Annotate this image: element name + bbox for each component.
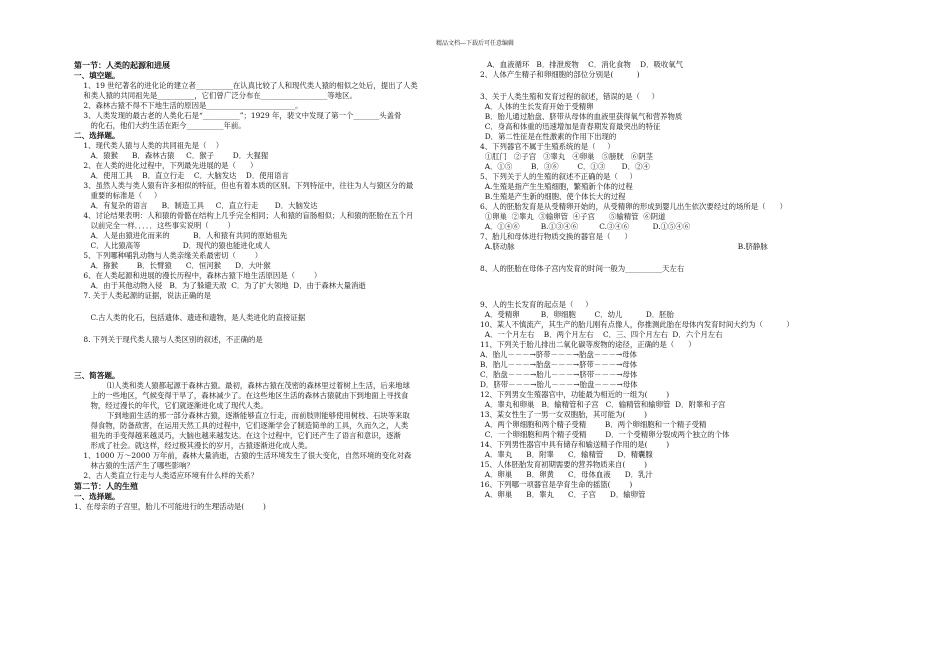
- text-line: 的化石，他们大约生活在距今__________年前。: [74, 120, 246, 130]
- text-line: A．睾丸和卵巢 B．输精管和子宫 C．输精管和输卵管 D．附睾和子宫: [480, 400, 726, 409]
- text-line: 12、下列男女生殖器官中，功能最为相近的一组为( ): [480, 390, 670, 399]
- text-line: 8. 下列关于现代类人猿与人类区别的叙述，不正确的是: [74, 334, 263, 344]
- text-line: 7、胎儿和母体进行物质交换的器官是（ ）: [480, 232, 632, 241]
- text-line: 8、人的胚胎在母体子宫内发育的时间一般为__________天左右: [480, 264, 685, 273]
- text-line: 林古猿的生活产生了哪些影响？: [74, 460, 194, 470]
- blank-answer-space: [480, 80, 878, 92]
- text-line: A．有复杂的语言 B．制造工具 C．直立行走 D．大脑发达: [74, 200, 318, 210]
- text-line: A．一个月左右 B．两个月左右 C．三、四个月左右 D．六个月左右: [480, 330, 723, 339]
- text-line: D．脐带－－－→胎儿－－－→胎盘－－－→母体: [480, 380, 638, 389]
- text-line: 1、在母亲的子宫里，胎儿不可能进行的生理活动是( ): [74, 501, 266, 511]
- right-column: [480, 60, 878, 500]
- text-line: B.生殖是产生新的细胞、使个体长大的过程: [480, 192, 626, 201]
- text-line: B．胎儿－－－→胎盘－－－→脐带－－－→母体: [480, 360, 638, 369]
- subsection-heading: 二、选择题。: [74, 130, 120, 140]
- text-line: A．使用工具 B．直立行走 C．大脑发达 D．使用语言: [74, 170, 289, 180]
- subsection-heading: 三、简答题。: [74, 370, 120, 380]
- text-line: 10、某人不慎流产，其生产的胎儿刚有点像人，你推测此胎在母体内发育时间大约为（ ）: [480, 320, 794, 329]
- blank-answer-space: [74, 301, 468, 313]
- text-line: 得食物，防备敌害，在运用天然工具的过程中，它们逐渐学会了制造简单的工具，久而久之，人类: [74, 420, 409, 430]
- text-line: 和类人猿的共同祖先是__________，它们曾广泛分布在__________________等地区。: [74, 90, 357, 100]
- blank-answer-space: [74, 323, 468, 335]
- text-line: C．胎盘－－－→胎儿－－－→脐带－－－→母体: [480, 370, 638, 379]
- text-line: 2、在人类的进化过程中，下列最先进展的是（ ）: [74, 160, 258, 170]
- section-title: 第二节：人的生殖: [74, 480, 138, 491]
- text-line: B．胎儿通过胎盘、脐带从母体的血液里获得氧气和营养物质: [480, 112, 683, 121]
- text-line: 3、关于人类生殖和发育过程的叙述，错误的是（ ）: [480, 92, 660, 101]
- text-line: A．猿猴 B．森林古猿 C．猴子 D．大猩猩: [74, 150, 269, 160]
- text-line: A．受精卵 B．卵细胞 C．幼儿 D．胚胎: [480, 310, 674, 319]
- text-line: 6、人的胚胎发育是从受精卵开始的，从受精卵的形成到婴儿出生依次要经过的场所是（ ）: [480, 202, 788, 211]
- text-line: 15、人体胚胎发育初期需要的营养物质来自( ): [480, 460, 647, 469]
- text-line: ①肛门 ②子宫 ③睾丸 ④卵巢 ⑤膀胱 ⑥阴茎: [480, 152, 653, 161]
- subsection-heading: 一、选择题。: [74, 491, 120, 501]
- text-line: D．第二性征是在性激素的作用下出现的: [480, 132, 617, 141]
- text-line: 祖先的手变得越来越灵巧，大脑也越来越发达。在这个过程中，它们还产生了语言和意识，逐渐: [74, 430, 401, 440]
- blank-answer-space: [74, 345, 468, 371]
- text-line: 2、人体产生精子和卵细胞的部位分别是( ): [480, 70, 640, 79]
- text-line: A．胎儿－－－→脐带－－－→胎盘－－－→母体: [480, 350, 637, 359]
- text-line: A．血液循环 B．排泄废物 C．消化食物 D．吸收氧气: [480, 60, 684, 69]
- text-line: 6、在人类起源和进展的漫长历程中，森林古猿下地生活原因是（ ）: [74, 270, 322, 280]
- text-line: A．由于其他动物入侵 B．为了躲避天敌 C．为了扩大领地 D．由于森林大量消逝: [74, 280, 366, 290]
- text-line: 7. 关于人类起源的证据，说法正确的是: [74, 290, 212, 300]
- text-line: 上的一些地区，气候变得干旱了，森林减少了。在这些地区生活的森林古猿就由下到地面上寻找食: [74, 390, 409, 400]
- text-line: 下到地面生活的那一部分森林古猿，逐渐能够直立行走，而前肢则能够使用树枝、石块等来取: [74, 410, 410, 420]
- section-title: 第一节：人类的起源和进展: [74, 60, 170, 70]
- text-line: 重要的标准是（ ）: [74, 190, 162, 200]
- text-line: 1、19 世纪著名的进化论的建立者__________在认真比较了人和现代类人猿的相似之处后，提出了人类: [74, 80, 418, 90]
- page-header: 精品文档---下载后可任意编辑: [435, 40, 515, 47]
- text-line: 14、下列男性器官中具有储存和输送精子作用的是( ): [480, 440, 670, 449]
- text-line: 9、人的生长发育的起点是（ ）: [480, 300, 593, 309]
- text-line: 物，经过漫长的年代，它们就逐渐进化成了现代人类。: [74, 400, 268, 410]
- text-line: A．人是由猿进化而来的 B．人和猿有共同的原始祖先: [74, 230, 288, 240]
- text-line: 1、现代类人猿与人类的共同祖先是（ ）: [74, 140, 224, 150]
- text-line: A．人体的生长发育开始于受精卵: [480, 102, 594, 111]
- text-line: C.古人类的化石，包括遗体、遗迹和遗物，是人类进化的直接证据: [74, 312, 306, 322]
- text-line: A．①④⑥ B.①③④⑥ C.③④⑥ D.①⑤④⑥: [480, 222, 691, 231]
- text-line: 1、1000 万～2000 万年前，森林大量消逝，古猿的生活环境发生了很大变化，自然环境的变化对森: [74, 450, 412, 460]
- text-line: 3、人类发现的最古老的人类化石是“__________”；1929 年，裴文中发现了第一个_______头盖骨: [74, 110, 402, 120]
- subsection-heading: 一、填空题。: [74, 70, 120, 80]
- text-line: 2、森林古猿不得不下地生活的原因是________________________。: [74, 100, 303, 110]
- blank-answer-space: [480, 252, 878, 264]
- text-line: 4、下列器官不属于生殖系统的是（ ）: [480, 142, 615, 151]
- text-line: A.生殖是指产生生殖细胞，繁殖新个体的过程: [480, 182, 633, 191]
- text-line: ①卵巢 ②睾丸 ③输卵管 ④子宫 ⑤输精管 ⑥阴道: [480, 212, 666, 221]
- text-line: 16、下列哪一项器官是孕育生命的摇篮( ): [480, 480, 633, 489]
- text-line: C．人比猿高等 D．现代的猿也能进化成人: [74, 240, 270, 250]
- text-line: A．卵巢 B．卵黄 C．母体血液 D．乳汁: [480, 470, 653, 479]
- text-line: 3、虽然人类与类人猿有许多相似的特征，但也有着本质的区别。下列特征中，往往为人与猿区分的最: [74, 180, 414, 190]
- text-line: 形成了社会。就这样，经过极其漫长的岁月，古猿逐渐进化成人类。: [74, 440, 313, 450]
- text-line: A．两个卵细胞和两个精子受精 B．两个卵细胞和一个精子受精: [480, 420, 707, 429]
- blank-answer-space: [480, 274, 878, 300]
- text-line: 5、下列关于人的生殖的叙述不正确的是（ ）: [480, 172, 637, 181]
- text-line: A．猕猴 B．长臂猿 C．恒河猴 D．大叶猴: [74, 260, 271, 270]
- text-line: A．卵巢 B．睾丸 C．子宫 D．输卵管: [480, 490, 646, 499]
- text-line: ⑴人类和类人猿都起源于森林古猿。最初，森林古猿在茂密的森林里过着树上生活，后来地球: [74, 380, 410, 390]
- text-line: A.脐动脉 B.脐静脉: [480, 242, 768, 251]
- text-line: 5、下列哪种哺乳动物与人类亲缘关系最密切（ ）: [74, 250, 263, 260]
- text-line: 13、某女性生了一男一女双胞胎，其可能为( ): [480, 410, 647, 419]
- text-line: 4、讨论结果表明：人和猿的骨骼在结构上几乎完全相同；人和猿的盲肠相似；人和猿的胚胎在五个月: [74, 210, 414, 220]
- left-column: [74, 60, 468, 512]
- text-line: 以前完全一样．．．．．这些事实说明（ ）: [74, 220, 235, 230]
- text-line: 2、古人类直立行走与人类适应环境有什么样的关系？: [74, 470, 259, 480]
- text-line: C．一个卵细胞和两个精子受精 D．一个受精卵分裂成两个独立的个体: [480, 430, 730, 439]
- text-line: 11、下列关于胎儿排出二氧化碳等废物的途径，正确的是（ ）: [480, 340, 696, 349]
- text-line: A．①⑤ B．③⑥ C．①③ D．②④: [480, 162, 650, 171]
- text-line: C．身高和体重的迅速增加是青春期发育最突出的特征: [480, 122, 661, 131]
- text-line: A．睾丸 B．附睾 C．输精管 D．精囊腺: [480, 450, 653, 459]
